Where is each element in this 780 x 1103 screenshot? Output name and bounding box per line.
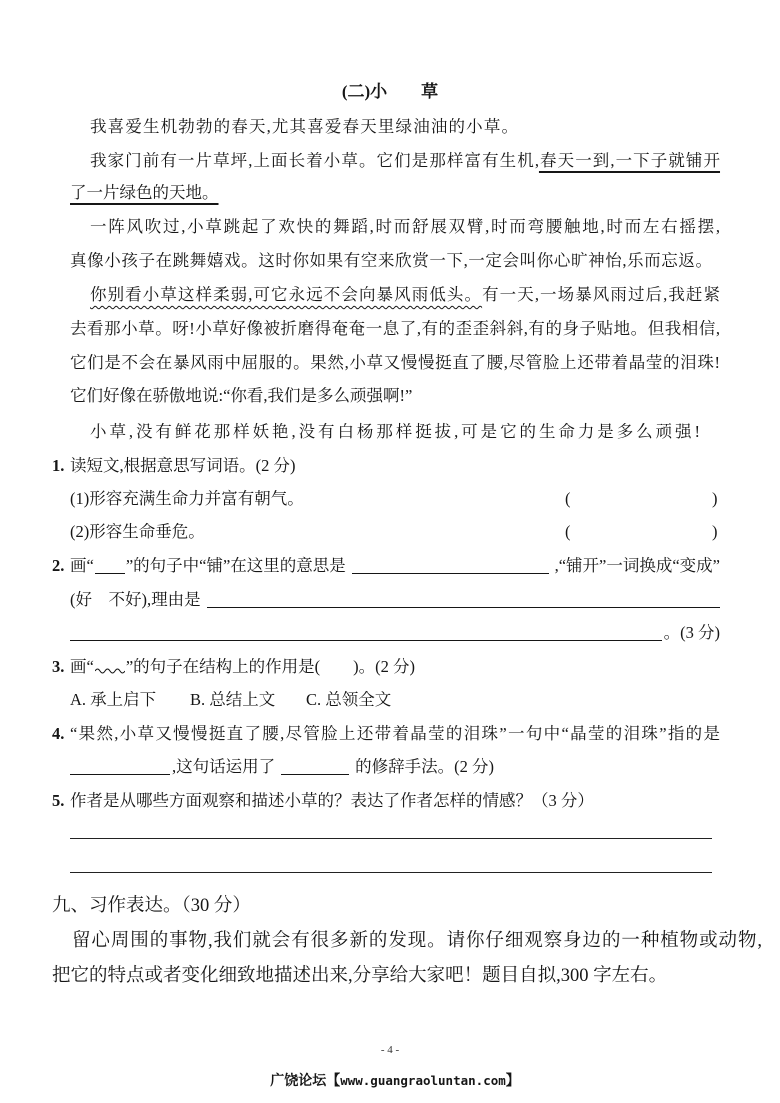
question-3-options xyxy=(70,683,490,717)
question-4-line-1 xyxy=(70,717,720,751)
answer-paren-close: ) xyxy=(712,522,718,541)
composition-line-2 xyxy=(52,958,667,994)
footer-url: www.guangraoluntan.com xyxy=(340,1073,506,1088)
passage-paragraph-3-line-1 xyxy=(90,210,720,244)
question-4-line-2 xyxy=(70,750,494,784)
passage-paragraph-4-line-2 xyxy=(70,312,720,346)
question-text: ”的句子中“铺”在这里的意思是 xyxy=(125,556,346,575)
passage-text: 去看那小草。呀!小草好像被折磨得奄奄一息了,有的歪歪斜斜,有的身子贴地。但我相信, xyxy=(70,319,720,338)
answer-blank xyxy=(70,640,662,641)
passage-text: 我家门前有一片草坪,上面长着小草。它们是那样富有生机, xyxy=(90,151,539,170)
question-1-item-2 xyxy=(70,515,722,549)
underlined-sentence: 了一片绿色的天地。 xyxy=(70,183,219,202)
passage-paragraph-4-line-1 xyxy=(90,278,720,312)
question-1-item-1 xyxy=(70,482,722,516)
underlined-sentence: 春天一到,一下子就铺开 xyxy=(538,151,721,170)
question-text: (好 不好),理由是 xyxy=(70,590,201,609)
option-c: C. 总领全文 xyxy=(306,690,392,709)
answer-paren-open: ( xyxy=(565,522,571,541)
passage-paragraph-4-line-4 xyxy=(70,379,412,413)
question-text: “果然,小草又慢慢挺直了腰,尽管脸上还带着晶莹的泪珠”一句中“晶莹的泪珠”指的是 xyxy=(70,724,720,743)
question-number: 4. xyxy=(52,724,65,743)
question-number: 5. xyxy=(52,791,65,810)
answer-blank xyxy=(70,774,170,775)
question-item-text: (2)形容生命垂危。 xyxy=(70,522,205,541)
question-text: ,“铺开”一词换成“变成” xyxy=(554,556,720,575)
passage-paragraph-2-line-1 xyxy=(90,144,720,178)
composition-line-1 xyxy=(72,923,762,959)
question-text: 读短文,根据意思写词语。(2 分) xyxy=(70,456,296,475)
question-3-stem xyxy=(70,650,415,684)
passage-text: 小草,没有鲜花那样妖艳,没有白杨那样挺拔,可是它的生命力是多么顽强! xyxy=(90,422,700,441)
question-number: 2. xyxy=(52,556,65,575)
answer-paren-open: ( xyxy=(565,489,571,508)
page-number: - 4 - xyxy=(380,1044,400,1056)
question-text: ,这句话运用了 xyxy=(172,757,276,776)
option-b: B. 总结上文 xyxy=(190,690,276,709)
wavy-underline-mark xyxy=(95,667,125,675)
composition-text: 留心周围的事物,我们就会有很多新的发现。请你仔细观察身边的一种植物或动物, xyxy=(72,931,762,951)
answer-blank xyxy=(207,607,720,608)
passage-text: 真像小孩子在跳舞嬉戏。这时你如果有空来欣赏一下,一定会叫你心旷神怡,乐而忘返。 xyxy=(70,251,712,270)
footer xyxy=(0,1068,780,1093)
composition-text: 把它的特点或者变化细致地描述出来,分享给大家吧！题目自拟,300 字左右。 xyxy=(52,966,668,986)
question-1-stem xyxy=(70,449,296,483)
question-5-stem xyxy=(70,784,594,818)
question-number: 3. xyxy=(52,657,65,676)
question-text: 的修辞手法。(2 分) xyxy=(355,757,494,776)
passage-text: 有一天,一场暴风雨过后,我赶紧 xyxy=(482,285,721,304)
passage-paragraph-3-line-2 xyxy=(70,244,712,278)
question-text: 。(3 分) xyxy=(663,623,720,642)
option-a: A. 承上启下 xyxy=(70,690,157,709)
answer-line xyxy=(70,872,712,873)
question-2-line-1 xyxy=(70,549,720,583)
section-heading-text: 九、习作表达。（30 分） xyxy=(52,896,251,916)
question-text: ”的句子在结构上的作用是( )。(2 分) xyxy=(125,657,416,676)
passage-text: 我喜爱生机勃勃的春天,尤其喜爱春天里绿油油的小草。 xyxy=(90,117,518,136)
question-text: 画“ xyxy=(70,556,94,575)
wavy-underlined-sentence: 你别看小草这样柔弱,可它永远不会向暴风雨低头。 xyxy=(90,285,483,304)
footer-site-name: 广饶论坛【 xyxy=(270,1073,341,1089)
passage-title: (二)小 草 xyxy=(341,82,439,101)
answer-line xyxy=(70,838,712,839)
composition-heading xyxy=(52,888,251,924)
answer-paren-close: ) xyxy=(712,489,718,508)
question-text: 画“ xyxy=(70,657,94,676)
question-text: 作者是从哪些方面观察和描述小草的？表达了作者怎样的情感？（3 分） xyxy=(70,791,594,810)
answer-blank xyxy=(352,573,549,574)
footer-bracket: 】 xyxy=(505,1073,520,1089)
question-number: 1. xyxy=(52,456,65,475)
straight-underline-mark xyxy=(95,573,125,574)
answer-blank xyxy=(281,774,349,775)
passage-paragraph-2-line-2 xyxy=(70,176,219,210)
passage-paragraph-4-line-3 xyxy=(70,346,720,380)
question-item-text: (1)形容充满生命力并富有朝气。 xyxy=(70,489,304,508)
passage-text: 它们好像在骄傲地说:“你看,我们是多么顽强啊!” xyxy=(70,386,413,405)
passage-paragraph-1 xyxy=(90,110,518,144)
question-2-line-2 xyxy=(70,583,720,617)
passage-paragraph-5 xyxy=(90,415,700,449)
question-2-line-3 xyxy=(70,616,720,650)
passage-text: 一阵风吹过,小草跳起了欢快的舞蹈,时而舒展双臂,时而弯腰触地,时而左右摇摆, xyxy=(90,217,720,236)
passage-text: 它们是不会在暴风雨中屈服的。果然,小草又慢慢挺直了腰,尽管脸上还带着晶莹的泪珠! xyxy=(70,353,720,372)
